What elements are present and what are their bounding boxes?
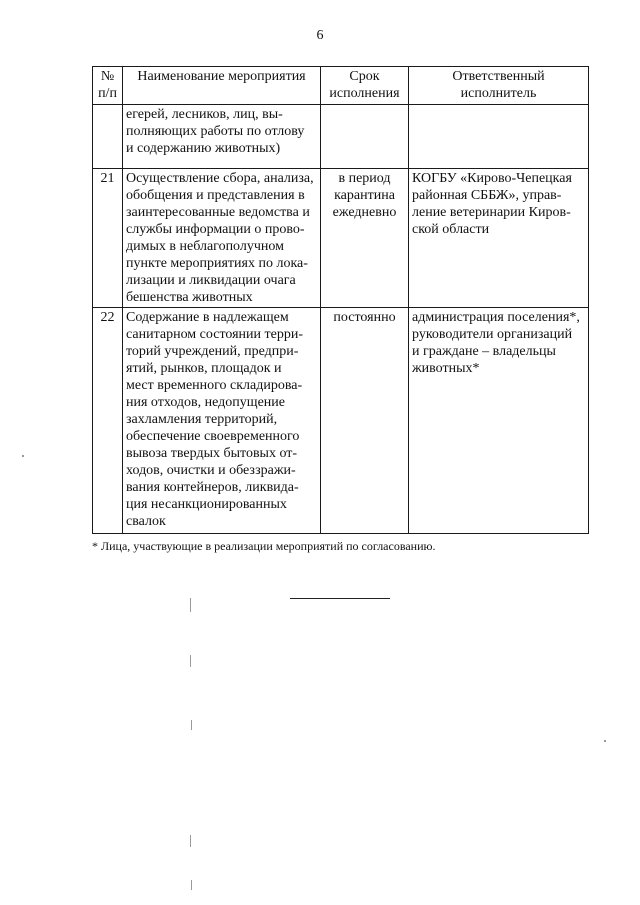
scan-artifact — [190, 655, 191, 667]
header-num: № п/п — [93, 67, 123, 105]
row-responsible — [409, 105, 589, 169]
table-row — [93, 169, 589, 308]
header-term: Срок исполнения — [321, 67, 409, 105]
page-number: 6 — [316, 28, 324, 43]
row-num — [93, 105, 123, 169]
row-term: постоянно — [321, 308, 409, 534]
row-responsible: администрация поселения*, руководители организаций и граждане – владельцы животных* — [409, 308, 589, 534]
header-name: Наименование мероприятия — [123, 67, 321, 105]
row-term — [321, 105, 409, 169]
scan-artifact — [191, 880, 192, 890]
end-of-document-line — [290, 598, 390, 599]
measures-table — [92, 66, 589, 534]
table-header-row — [93, 67, 589, 105]
scan-artifact — [604, 740, 606, 742]
row-num: 21 — [93, 169, 123, 308]
footnote: * Лица, участвующие в реализации мероприятий по согласованию. — [92, 539, 436, 553]
row-name: Содержание в надлежащем санитарном состоянии терри- торий учреждений, предпри- ятий, рынков, площадок и мест временного складирова- ния отходов, недопущение захламления территорий, обеспечение своевременного вывоза твердых бытовых от- ходов, очистки и обеззражи- вания контейнеров, ликвида- ция несанкционированных свалок — [123, 308, 321, 534]
scan-artifact — [190, 598, 191, 612]
header-responsible: Ответственный исполнитель — [409, 67, 589, 105]
scan-artifact — [191, 720, 192, 730]
row-num: 22 — [93, 308, 123, 534]
scan-artifact — [22, 455, 24, 457]
scan-artifact — [190, 835, 191, 847]
row-responsible: КОГБУ «Кирово-Чепецкая районная СББЖ», управ- ление ветеринарии Киров- ской области — [409, 169, 589, 308]
table-row — [93, 308, 589, 534]
row-term: в период карантина ежедневно — [321, 169, 409, 308]
row-name: егерей, лесников, лиц, вы- полняющих работы по отлову и содержанию животных) — [123, 105, 321, 169]
row-name: Осуществление сбора, анализа, обобщения и представления в заинтересованные ведомства и службы информации о прово- димых в неблагополучном пункте мероприятиях по лока- лизации и ликвидации очага бешенства животных — [123, 169, 321, 308]
table-row — [93, 105, 589, 169]
